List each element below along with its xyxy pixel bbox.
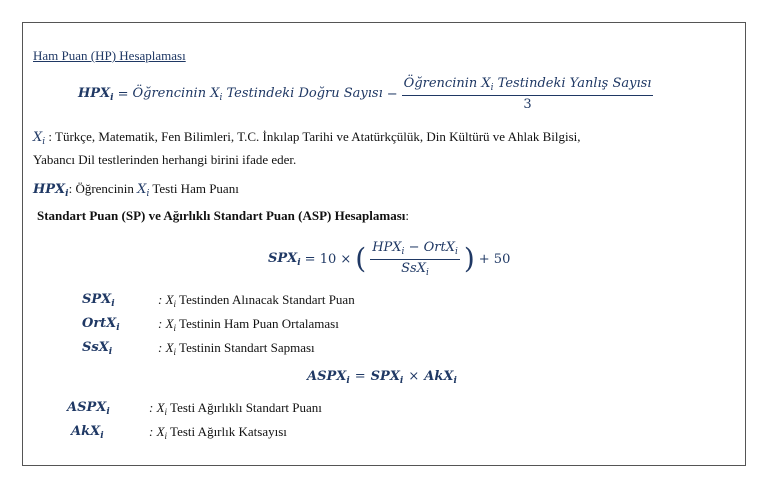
formula-aspx-spx: $SPX_i$ [370, 369, 404, 386]
fraction-numerator: $HPX_i$ − OrtX$_i$ [370, 240, 460, 260]
left-paren: ( [355, 242, 367, 275]
xi-definition-line2: Yabancı Dil testlerinden herhangi birini ifade eder. [33, 152, 297, 167]
def-symbol: OrtX$_i$ [82, 316, 120, 333]
defs-standart [82, 290, 355, 362]
formula-hpx-term1: Öğrencinin $X_i$ Testindeki Doğru Sayısı [132, 85, 383, 103]
def-text: : $X_i$ Testi Ağırlıklı Standart Puanı [149, 400, 322, 417]
formula-hpx [78, 76, 653, 112]
def-symbol: AkX$_i$ [71, 424, 104, 441]
formula-spx [268, 240, 510, 278]
formula-aspx-akx: AkX$_i$ [424, 369, 457, 386]
formula-spx-fraction [370, 240, 460, 278]
def-symbol: SsX$_i$ [82, 340, 113, 357]
formula-aspx [307, 369, 457, 386]
formula-spx-lhs: $SPX_i$ [268, 250, 301, 268]
hpx-x-symbol: $X_i$ [137, 182, 150, 199]
formula-spx-plus: + 50 [478, 251, 511, 267]
heading-ham-puan: Ham Puan (HP) Hesaplaması [33, 48, 186, 63]
formula-hpx-lhs: $HPX_i$ [78, 85, 114, 103]
def-row [82, 338, 355, 362]
formula-hpx-fraction [402, 76, 654, 112]
def-text: : $X_i$ Testinin Standart Sapması [158, 340, 315, 357]
def-row [82, 314, 355, 338]
right-paren: ) [463, 242, 475, 275]
def-symbol: $SPX_i$ [82, 292, 115, 309]
formula-hpx-minus: − [386, 86, 398, 102]
formula-spx-eq: = 10 × [304, 251, 352, 267]
def-symbol: $ASPX_i$ [67, 400, 110, 417]
hpx-definition: $HPX_i$: Öğrencinin $X_i$ Testi Ham Puanı [33, 181, 239, 199]
hpx-symbol: $HPX_i$ [33, 182, 69, 199]
formula-aspx-lhs: $ASPX_i$ [307, 369, 350, 386]
fraction-numerator: Öğrencinin $X_i$ Testindeki Yanlış Sayısı [402, 76, 654, 96]
def-text: : $X_i$ Testinden Alınacak Standart Puan [158, 292, 355, 309]
xi-symbol: $X_i$ [33, 130, 46, 147]
def-text: : $X_i$ Testi Ağırlık Katsayısı [149, 424, 287, 441]
xi-definition-line1: : Türkçe, Matematik, Fen Bilimleri, T.C. İnkılap Tarihi ve Atatürkçülük, Din Kültürü ve Ahlak Bilgisi, [45, 129, 581, 144]
formula-hpx-eq: = [117, 86, 129, 102]
def-row [82, 290, 355, 314]
formula-aspx-times: × [408, 369, 420, 384]
formula-aspx-eq: = [354, 369, 366, 384]
defs-agirlikli [67, 398, 322, 446]
def-row [67, 398, 322, 422]
def-row [67, 422, 322, 446]
heading-standart-puan: Standart Puan (SP) ve Ağırlıklı Standart Puan (ASP) Hesaplaması: [37, 208, 409, 223]
fraction-denominator: SsX$_i$ [401, 261, 429, 278]
def-text: : $X_i$ Testinin Ham Puan Ortalaması [158, 316, 339, 333]
fraction-denominator: 3 [523, 97, 532, 112]
xi-definition [33, 128, 723, 168]
